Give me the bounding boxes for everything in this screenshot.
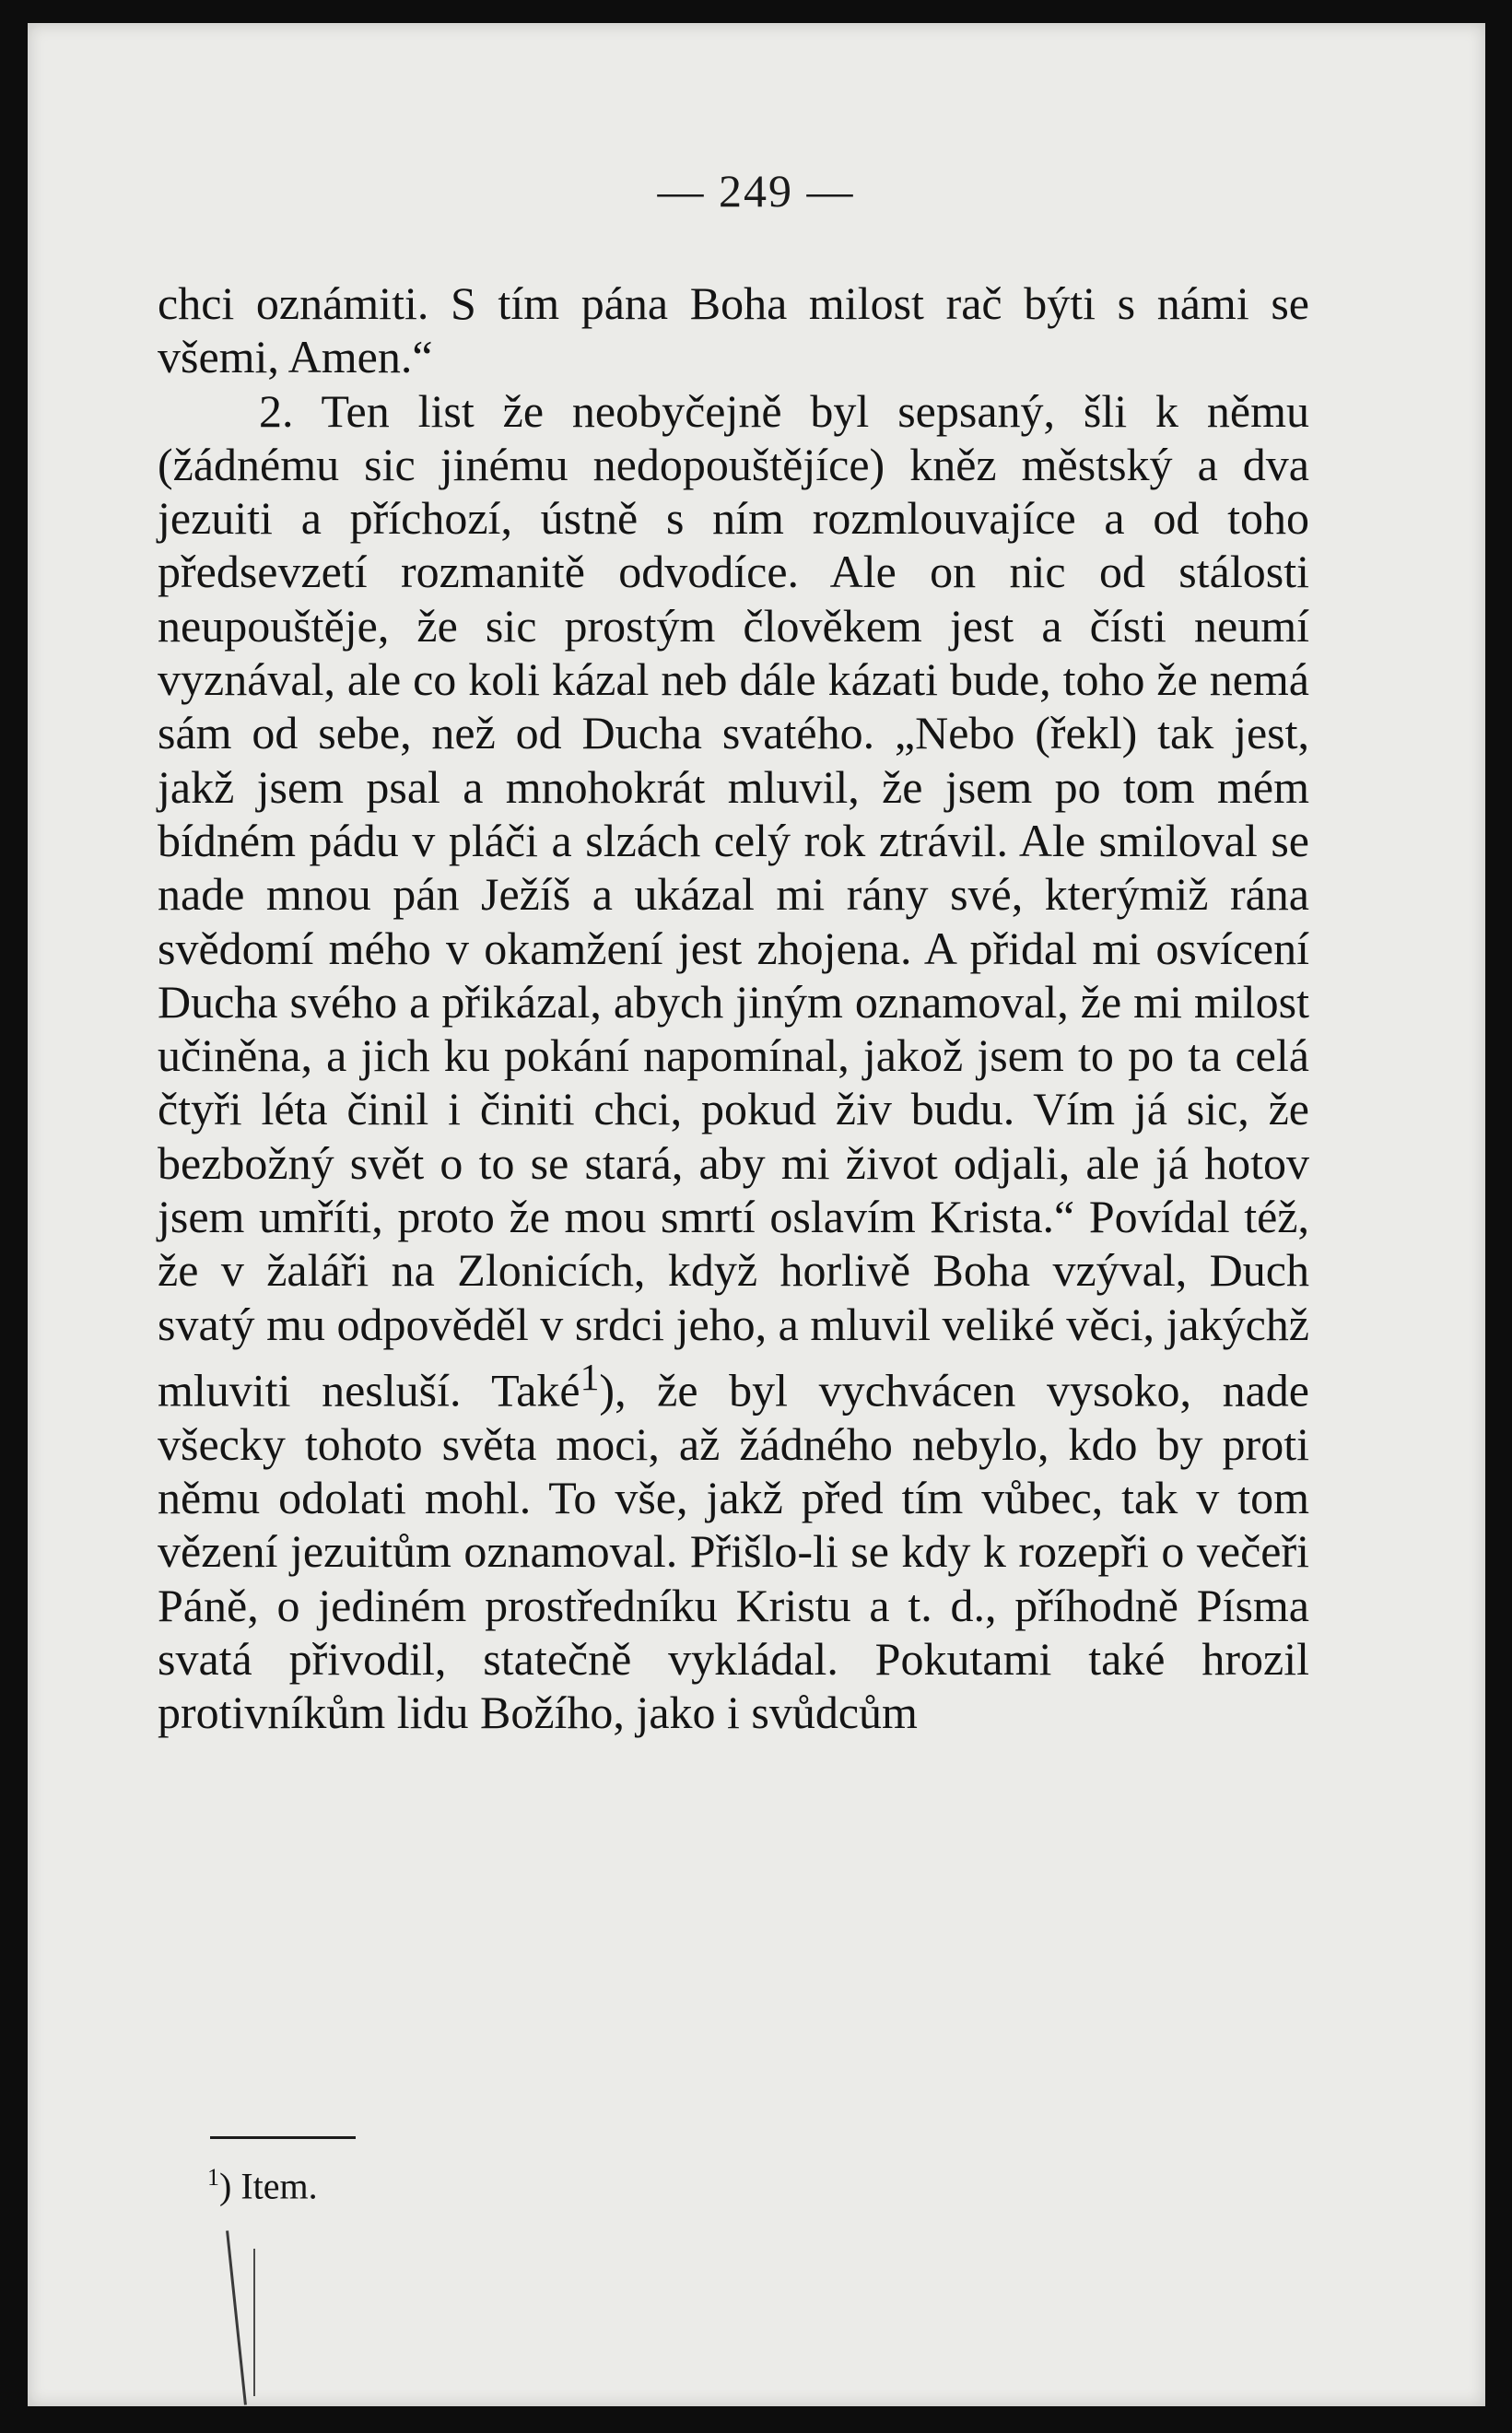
footnote-reference: 1 [580, 1356, 600, 1399]
paragraph-2-text: 2. Ten list že neobyčejně byl sepsaný, šli k němu (žádnému sic jinému nedopouštějíce) kněz městský a dva jezuiti a příchozí, ústně s ním rozmlouvajíce a od toho předsevzetí rozmanitě odvodíce. Ale on nic od stálosti neupouštěje, že sic prostým člověkem jest a čísti neumí vyznával, ale co koli kázal neb dále kázati bude, toho že nemá sám od sebe, než od Ducha svatého. „Nebo (řekl) tak jest, jakž jsem psal a mnohokrát mluvil, že jsem po tom mém bídném pádu v pláči a slzách celý rok ztrávil. Ale smiloval se nade mnou pán Ježíš a ukázal mi rány své, kterýmiž rána svědomí mého v okamžení jest zhojena. A přidal mi osvícení Ducha svého a přikázal, abych jiným oznamoval, že mi milost učiněna, a jich ku pokání napomínal, jakož jsem to po ta celá čtyři léta činil i činiti chci, pokud živ budu. Vím já sic, že bezbožný svět o to se stará, aby mi život odjali, ale já hotov jsem umříti, proto že mou smrtí oslavím Krista.“ Povídal též, že v žaláři na Zlonicích, když horlivě Boha vzýval, Duch svatý mu odpověděl v srdci jeho, a mluvil veliké věci, jakýchž mluviti nesluší. Také [158, 384, 1309, 1416]
body-text [158, 276, 1309, 1740]
page-number: — 249 — [657, 165, 855, 217]
footnote-text: ) Item. [219, 2165, 318, 2207]
paragraph-2-continuation: ), že byl vychvácen vysoko, nade všecky tohoto světa moci, až žádného nebylo, kdo by proti němu odolati mohl. To vše, jakž před tím vůbec, tak v tom vězení jezuitům oznamoval. Přišlo-li se kdy k rozepři o večeři Páně, o jediném prostředníku Kristu a t. d., příhodně Písma svatá přivodil, statečně vykládal. Pokutami také hrozil protivníkům lidu Božího, jako i svůdcům [158, 1364, 1309, 1739]
paragraph-2 [158, 384, 1309, 1740]
paragraph-1: chci oznámiti. S tím pána Boha milost rač býti s námi se všemi, Amen.“ [158, 277, 1309, 383]
footnote-marker: 1 [207, 2164, 219, 2191]
scan-artifact-line [253, 2249, 255, 2396]
footnote-divider [210, 2136, 356, 2139]
footnote [207, 2164, 318, 2207]
